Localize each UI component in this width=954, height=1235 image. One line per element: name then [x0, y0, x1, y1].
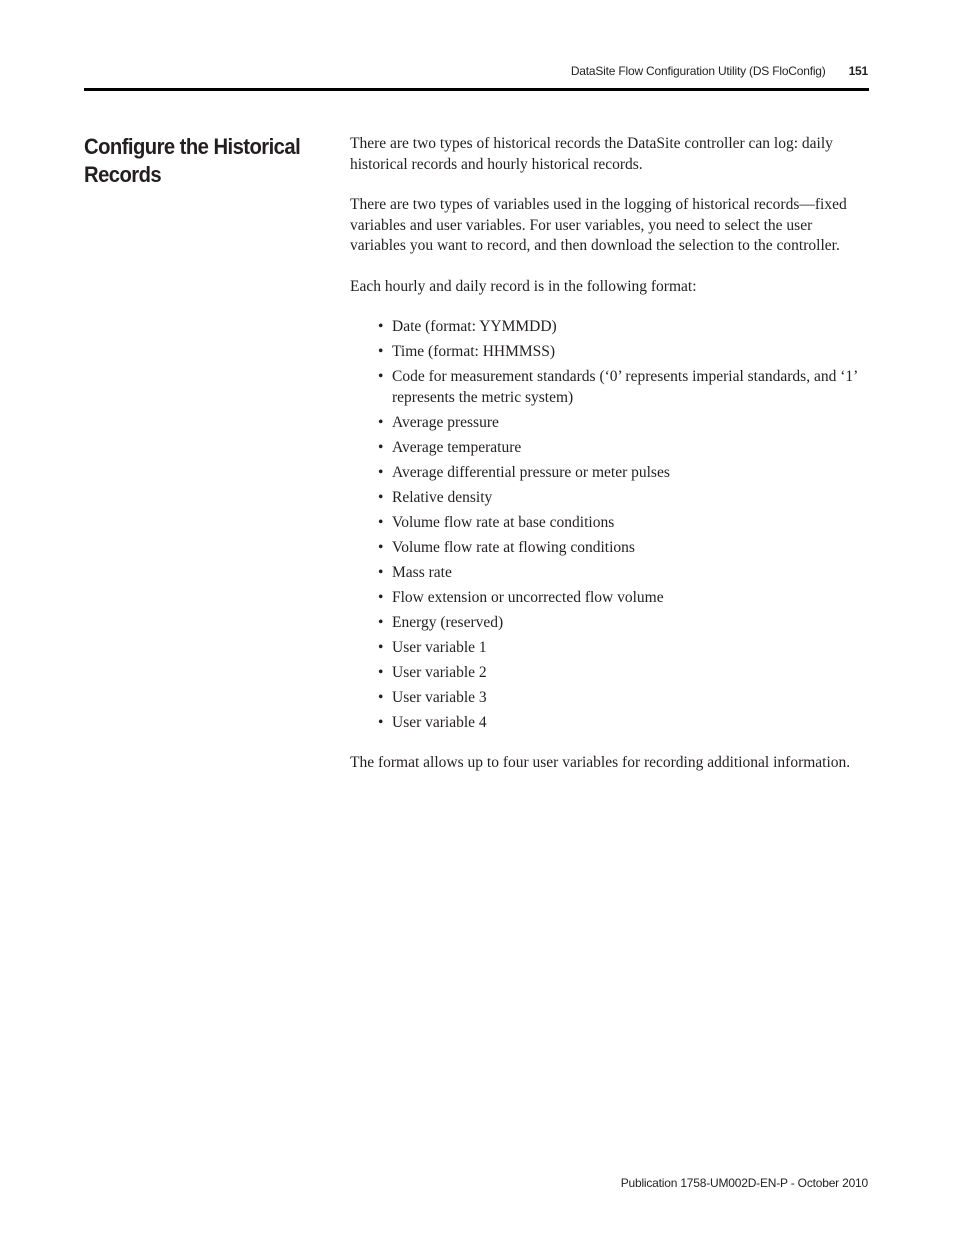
bullet-icon: • — [378, 488, 384, 506]
closing-paragraph: The format allows up to four user variables for recording additional information. — [350, 754, 851, 771]
bullet-icon: • — [378, 463, 384, 481]
list-item-text: Volume flow rate at flowing conditions — [392, 538, 635, 556]
list-item — [378, 588, 872, 609]
bullet-icon: • — [378, 563, 384, 581]
list-item — [378, 688, 872, 709]
bullet-icon: • — [378, 513, 384, 531]
bullet-icon: • — [378, 713, 384, 731]
publication-footer: Publication 1758-UM002D-EN-P - October 2010 — [620, 1176, 868, 1190]
bullet-icon: • — [378, 663, 384, 681]
bullet-icon: • — [378, 368, 384, 385]
list-item-text: Average pressure — [392, 413, 499, 431]
list-item-text: Average temperature — [392, 438, 522, 456]
list-item-text: User variable 3 — [392, 688, 487, 706]
list-item — [378, 488, 872, 509]
list-item — [378, 538, 872, 559]
list-item — [378, 317, 872, 338]
list-item-text: Energy (reserved) — [392, 613, 504, 631]
bullet-icon: • — [378, 413, 384, 431]
list-item — [378, 638, 872, 659]
list-item-text: Relative density — [392, 488, 493, 506]
running-header-title: DataSite Flow Configuration Utility (DS FloConfig) — [570, 64, 826, 78]
bullet-icon: • — [378, 588, 384, 606]
list-item-text: Average differential pressure or meter pulses — [392, 463, 670, 481]
list-item-text: User variable 4 — [392, 713, 487, 731]
bullet-icon: • — [378, 318, 384, 335]
list-item-text: Volume flow rate at base conditions — [392, 513, 615, 531]
list-item-text: User variable 2 — [392, 663, 487, 681]
list-item — [378, 663, 872, 684]
list-item — [378, 367, 872, 408]
list-item — [378, 563, 872, 584]
bullet-icon: • — [378, 343, 384, 360]
bullet-icon: • — [378, 613, 384, 631]
body-content — [350, 134, 872, 794]
list-item — [378, 438, 872, 459]
list-item — [378, 513, 872, 534]
header-rule — [84, 88, 869, 91]
list-item — [378, 463, 872, 484]
list-item — [378, 713, 872, 734]
bullet-icon: • — [378, 638, 384, 656]
list-item-text: User variable 1 — [392, 638, 487, 656]
list-item-text: Time (format: HHMMSS) — [392, 343, 556, 360]
record-format-list — [350, 317, 872, 733]
bullet-icon: • — [378, 538, 384, 556]
bullet-icon: • — [378, 438, 384, 456]
list-item — [378, 342, 872, 363]
list-item-text: Code for measurement standards (‘0’ represents imperial standards, and ‘1’ represents the metric system) — [392, 368, 858, 406]
list-item — [378, 413, 872, 434]
variables-paragraph: There are two types of variables used in the logging of historical records—fixed variables and user variables. For user variables, you need to select the user variables you want to record, and then download the selection to the controller. — [350, 196, 847, 254]
list-item — [378, 613, 872, 634]
list-item-text: Flow extension or uncorrected flow volume — [392, 588, 664, 606]
bullet-icon: • — [378, 688, 384, 706]
format-intro-paragraph: Each hourly and daily record is in the following format: — [350, 277, 697, 295]
list-item-text: Date (format: YYMMDD) — [392, 318, 557, 335]
running-header — [571, 64, 868, 78]
section-heading: Configure the Historical Records — [84, 134, 301, 187]
page-number: 151 — [848, 64, 868, 78]
list-item-text: Mass rate — [392, 563, 452, 581]
intro-paragraph: There are two types of historical records the DataSite controller can log: daily historical records and hourly historical records. — [350, 135, 833, 173]
